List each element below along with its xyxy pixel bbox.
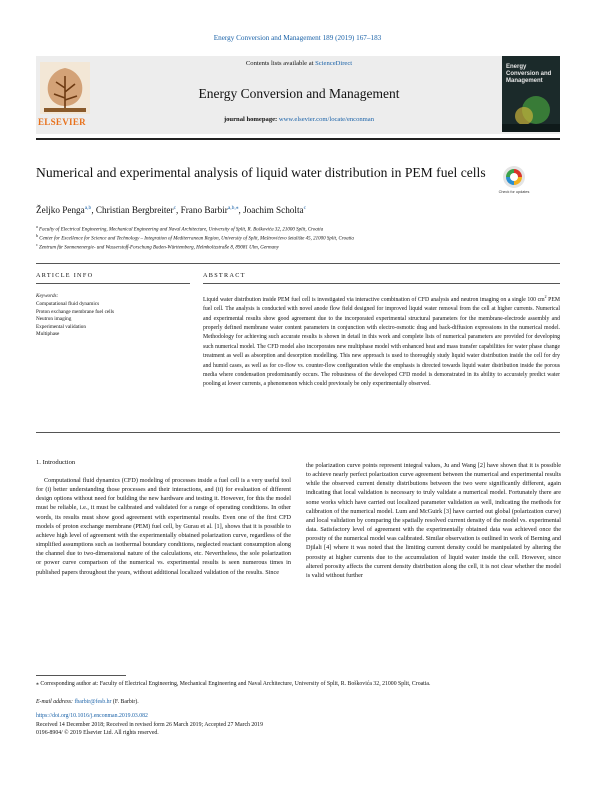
email-label: E-mail address: — [36, 699, 75, 705]
elsevier-wordmark: ELSEVIER — [38, 117, 86, 127]
journal-title: Energy Conversion and Management — [198, 86, 400, 101]
author-affil-mark[interactable]: c — [173, 205, 177, 211]
article-title: Numerical and experimental analysis of liquid water distribution in PEM fuel cells — [36, 165, 486, 180]
affiliation-text: Center for Excellence for Science and Technology – Integration of Mediterranean Region, University of Split, Meštrovićevo šetalište 45, 21000 Split, Croatia — [39, 236, 354, 242]
abstract-text-part: PEM fuel cell. The analysis is conducted with novel anode flow field designed for improved liquid water removal from the cell at higher currents. Numerical and experimental results show good agreement due to the incorporated experimental structural parameters for the membrane-electrode assembly and properly defined membrane water content parameters in conjunction with electro-osmotic drag and back-diffusion expressions in the numerical model. Methodology for achieving such accurate results is shown in detail in this work and complete lists of numerical parameters are provided for developing such numerical model. The CFD model also incorporates new multiphase model with enhanced heat and mass transfer capabilities for water phase change treatment as well as absorption and desorption modelling. This new approach is used to thoroughly study liquid water distribution inside the cell for dry and humid cases, as well as for co-flow vs. counter-flow configuration while the emphasis is directed towards liquid water distribution inside the porous media where condensation predominantly occurs. The robustness of the developed CFD model is demonstrated in its ability to accurately predict water pooling at lower currents, a phenomenon which could previously be only experimentally observed. — [203, 296, 560, 388]
abstract-superscript: 2 — [544, 295, 547, 299]
keywords-list — [36, 301, 190, 339]
keyword-item: Experimental validation — [36, 323, 86, 330]
sciencedirect-link[interactable]: ScienceDirect — [315, 60, 353, 67]
body-column-left: Computational fluid dynamics (CFD) modeling of processes inside a fuel cell is a very useful tool for (i) better understanding those processes and their interactions, and (ii) for evaluation of different design options without need for building the new hardware and testing it. However, for this the model must be reliable, i.e., it must be calibrated and validated for a range of operating conditions. In other words, its results must show good agreement with experimental results. Even one of the first CFD models of proton exchange membrane (PEM) fuel cell, by Gurau et al. [1], shows that it is possible to achieve high level of agreement with the experimentally obtained polarization curve, regardless of the simplified assumptions such as isothermal boundary conditions, neglected reactant consumption along the channel due to two-dimensional nature of the calculations, etc. Nevertheless, the sole polarization or power curve comparison of the numerical vs. experimental results is seen numerous times in published papers throughout the years, without additional localized validation of the results. Since — [36, 477, 291, 576]
doi-link[interactable]: https://doi.org/10.1016/j.enconman.2019.03.082 — [36, 713, 148, 719]
author-affil-mark[interactable]: a,b,⁎ — [227, 205, 239, 211]
body-column-right: the polarization curve points represent integral values, Ju and Wang [2] have shown that it is possible to achieve nearly perfect polarization curve agreement between the numerical and experimental results while the observed current density distributions between the two were significantly different, again indicating that local validation is necessary to truly validate a numerical model. Fortunately there are some works which have carried out localized parameter validation as well, indicating the methods for calibration of the numerical model. Lum and McGuirk [3] have carried out global (polarization curve) and local validation by comparing the spatially resolved current density of the model vs. experimental data. Satisfactory level of agreement with the experimentally obtained data was achieved once the porosity of the numerical model was calibrated. Similar observation is outlined in work of Berning and Djilali [4] where it was noted that the limiting current density could be manipulated by altering the porosity at higher currents due to the accumulation of liquid water inside the cell. However, since altered porosity affects the current density distribution along the cell, it is not clear whether the model is valid without further — [306, 462, 562, 579]
keyword-item: Proton exchange membrane fuel cells — [36, 308, 115, 315]
received-dates: Received 14 December 2018; Received in revised form 26 March 2019; Accepted 27 March 2019 — [36, 722, 263, 728]
keywords-label: Keywords: — [36, 293, 59, 299]
abstract-rule — [203, 283, 560, 284]
contents-prefix: Contents lists available at — [245, 60, 316, 67]
copyright-line: 0196-8904/ © 2019 Elsevier Ltd. All rights reserved. — [36, 730, 159, 736]
author-affil-mark[interactable]: a,b — [84, 205, 92, 211]
affiliation-mark: a — [36, 224, 38, 229]
crossmark-icon[interactable] — [503, 166, 525, 188]
cover-art — [502, 90, 560, 132]
abstract-body — [203, 293, 560, 390]
keyword-item: Computational fluid dynamics — [36, 301, 100, 307]
homepage-prefix: journal homepage: — [223, 116, 279, 123]
keyword-item: Multiphase — [36, 331, 60, 338]
journal-cover-image[interactable] — [502, 56, 560, 132]
email-link[interactable]: fbarbir@fesb.hr — [74, 699, 112, 705]
author-name[interactable]: Željko Penga — [36, 205, 85, 216]
affiliation — [36, 241, 556, 252]
abstract-text-part: Liquid water distribution inside PEM fuel cell is investigated via interactive combination of CFD analysis and neutron imaging on a single 100 cm — [203, 296, 545, 303]
author-affil-mark[interactable]: c — [303, 205, 307, 211]
author-name[interactable]: Frano Barbir — [180, 205, 228, 216]
section-heading-introduction: 1. Introduction — [36, 459, 76, 466]
author-list: Željko Penga$^{a,b}$, Christian Bergbreiter$^c$, Frano Barbir$^{a,b,⁎}$, Joachim Scholta$^c$ — [36, 205, 307, 216]
footnote-rule — [36, 675, 126, 676]
section-rule — [36, 263, 560, 264]
abstract-heading: ABSTRACT — [203, 272, 246, 279]
corresponding-author-note: ⁎ Corresponding author at: Faculty of Electrical Engineering, Mechanical Engineering and Naval Architecture, University of Split, R. Boškovića 32, 21000 Split, Croatia. — [36, 681, 431, 687]
affiliation-text: Zentrum für Sonnenenergie- und Wasserstoff-Forschung Baden-Württemberg, Helmholtzstraße 8, 89081 Ulm, Germany — [39, 245, 279, 251]
journal-homepage-line — [110, 116, 488, 123]
email-line — [36, 699, 560, 705]
affiliation-mark: c — [36, 242, 38, 247]
article-info-rule — [36, 283, 190, 284]
author-name[interactable]: Christian Bergbreiter — [95, 205, 174, 216]
journal-reference[interactable]: Energy Conversion and Management 189 (2019) 167–183 — [213, 34, 382, 42]
author-name[interactable]: Joachim Scholta — [243, 205, 304, 216]
homepage-link[interactable]: www.elsevier.com/locate/enconman — [278, 116, 375, 123]
abstract-bottom-rule — [36, 432, 560, 433]
crossmark-label: Check for updates — [498, 190, 530, 194]
affiliation-text: Faculty of Electrical Engineering, Mechanical Engineering and Naval Architecture, University of Split, R. Boškovića 32, 21000 Split, Croatia — [39, 227, 324, 233]
email-suffix: (F. Barbir). — [111, 699, 139, 705]
contents-line — [110, 60, 488, 67]
keyword-item: Neutron imaging — [36, 316, 72, 323]
cover-title: Energy Conversion and Management — [506, 64, 552, 84]
affiliation-mark: b — [36, 233, 38, 238]
article-info-heading: ARTICLE INFO — [36, 272, 94, 279]
header-rule — [36, 138, 560, 140]
